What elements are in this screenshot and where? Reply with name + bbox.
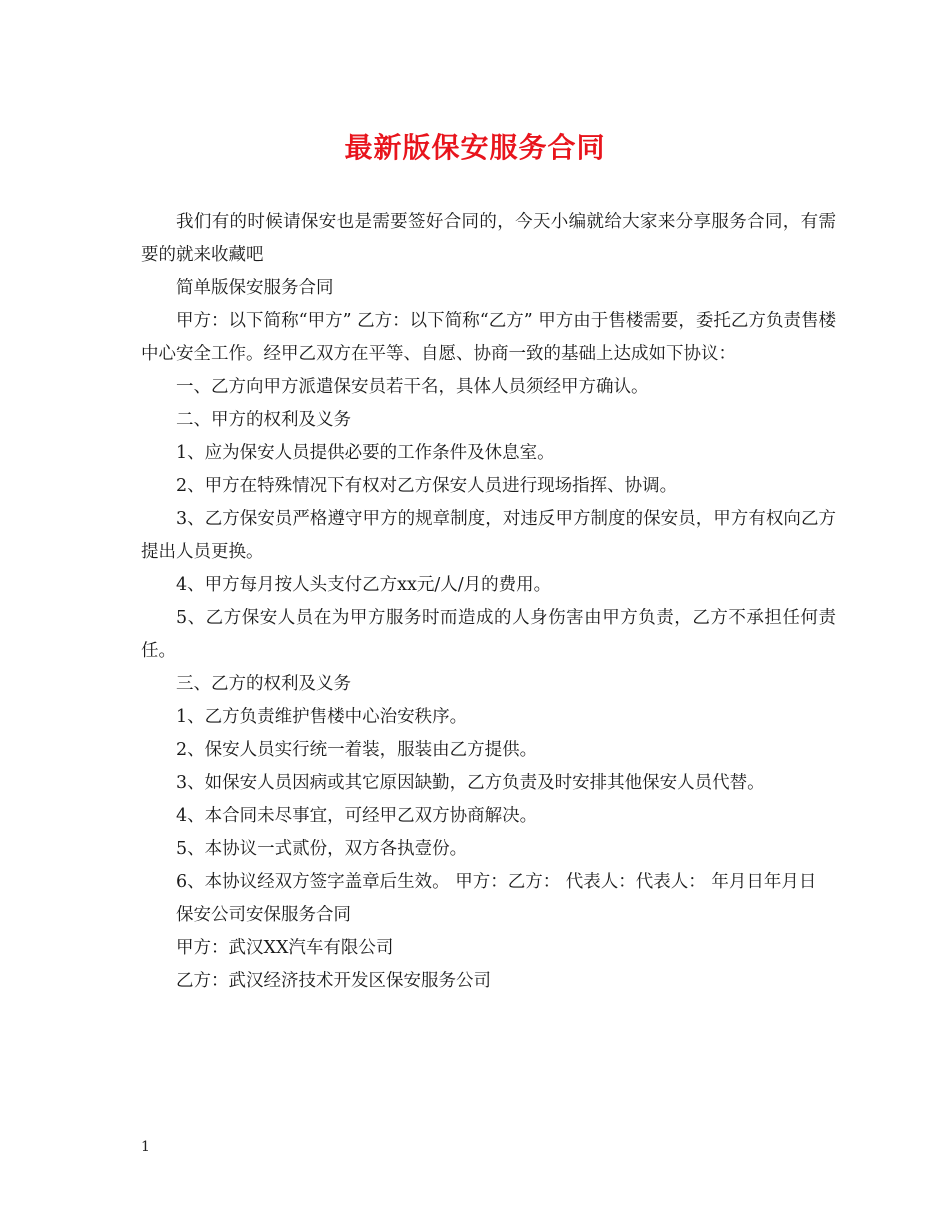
parties-paragraph: 甲方：以下简称“甲方” 乙方：以下简称“乙方” 甲方由于售楼需要，委托乙方负责售楼中心安全工作。经甲乙双方在平等、自愿、协商一致的基础上达成如下协议：	[141, 311, 836, 364]
party-b-name: 乙方：武汉经济技术开发区保安服务公司	[176, 971, 491, 991]
party-a-item-4: 4、甲方每月按人头支付乙方xx元/人/月的费用。	[176, 575, 552, 595]
page-number: 1	[141, 1139, 150, 1155]
party-a-item-1: 1、应为保安人员提供必要的工作条件及休息室。	[176, 443, 555, 463]
section-heading-simple-contract: 简单版保安服务合同	[176, 278, 334, 298]
section-heading-security-company-contract: 保安公司安保服务合同	[176, 905, 351, 925]
party-b-item-1: 1、乙方负责维护售楼中心治安秩序。	[176, 707, 468, 727]
party-b-item-6-signatures: 6、本协议经双方签字盖章后生效。 甲方：乙方： 代表人：代表人： 年月日年月日	[176, 872, 817, 892]
document-title: 最新版保安服务合同	[344, 131, 606, 164]
clause-1: 一、乙方向甲方派遣保安员若干名，具体人员须经甲方确认。	[176, 377, 649, 397]
party-a-item-2: 2、甲方在特殊情况下有权对乙方保安人员进行现场指挥、协调。	[176, 476, 678, 496]
intro-paragraph: 我们有的时候请保安也是需要签好合同的，今天小编就给大家来分享服务合同，有需要的就来收藏吧	[141, 212, 836, 265]
clause-heading-party-b: 三、乙方的权利及义务	[176, 674, 351, 694]
party-b-item-4: 4、本合同未尽事宜，可经甲乙双方协商解决。	[176, 806, 538, 826]
clause-heading-party-a: 二、甲方的权利及义务	[176, 410, 351, 430]
document-body	[141, 206, 836, 998]
party-b-item-2: 2、保安人员实行统一着装，服装由乙方提供。	[176, 740, 538, 760]
party-b-item-5: 5、本协议一式贰份，双方各执壹份。	[176, 839, 468, 859]
party-a-name: 甲方：武汉XX汽车有限公司	[176, 938, 394, 958]
party-b-item-3: 3、如保安人员因病或其它原因缺勤，乙方负责及时安排其他保安人员代替。	[176, 773, 765, 793]
party-a-item-3: 3、乙方保安员严格遵守甲方的规章制度，对违反甲方制度的保安员，甲方有权向乙方提出人员更换。	[141, 509, 836, 562]
party-a-item-5: 5、乙方保安人员在为甲方服务时而造成的人身伤害由甲方负责，乙方不承担任何责任。	[141, 608, 836, 661]
